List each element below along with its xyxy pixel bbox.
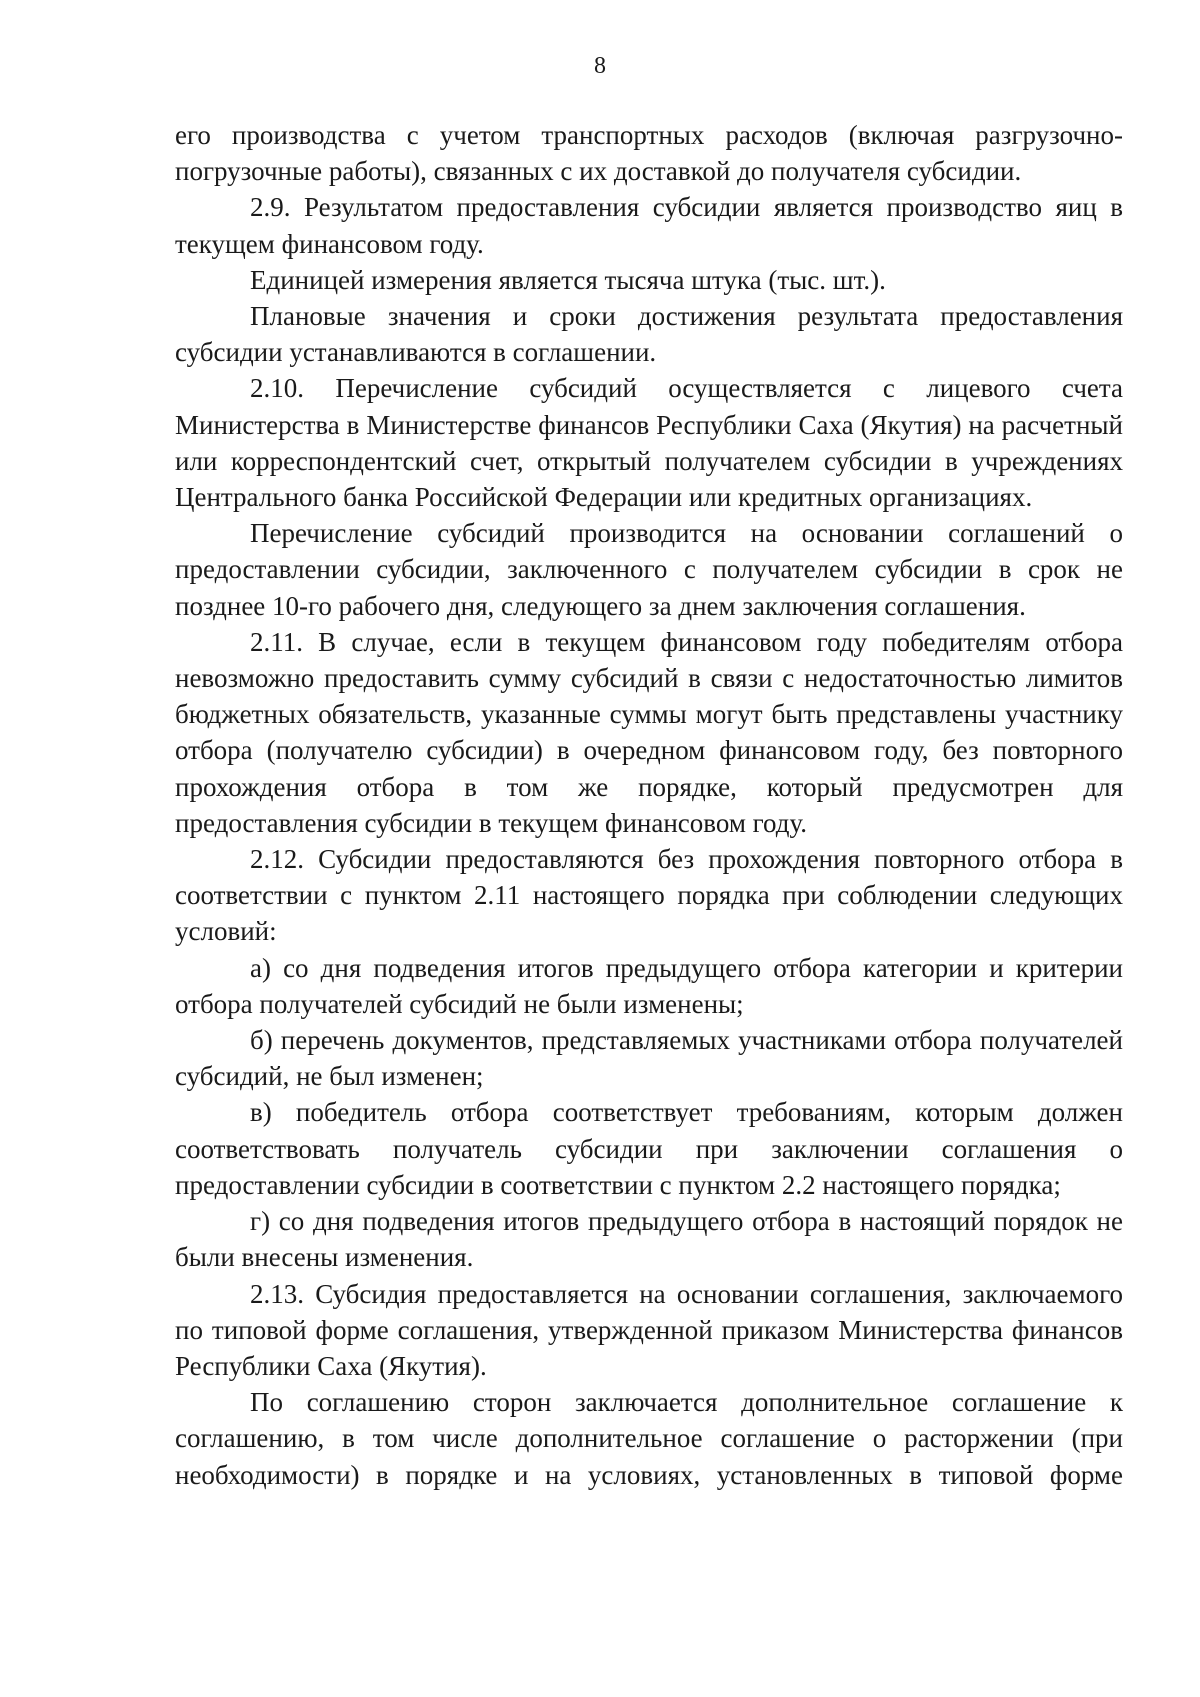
paragraph-2-11: 2.11. В случае, если в текущем финансовом году победителям отбора невозможно предоставить сумму субсидий в связи с недостаточностью лимитов бюджетных обязательств, указанные суммы могут быть представлены участнику отбора (получателю субсидии) в очередном финансовом году, без повторного прохождения отбора в том же порядке, который предусмотрен для предоставления субсидии в текущем финансовом году. <box>175 626 1123 838</box>
paragraph-2-12: 2.12. Субсидии предоставляются без прохождения повторного отбора в соответствии с пунктом 2.11 настоящего порядка при соблюдении следующих условий: <box>175 844 1123 947</box>
paragraph-2-9: 2.9. Результатом предоставления субсидии является производство яиц в текущем финансовом году. <box>175 192 1123 259</box>
page-number: 8 <box>594 53 606 79</box>
list-item-g: г) со дня подведения итогов предыдущего отбора в настоящий порядок не были внесены изменения. <box>175 1206 1123 1273</box>
list-item-v: в) победитель отбора соответствует требованиям, которым должен соответствовать получатель субсидии при заключении соглашения о предоставлении субсидии в соответствии с пунктом 2.2 настоящего порядка; <box>175 1097 1123 1200</box>
paragraph-2-13: 2.13. Субсидия предоставляется на основании соглашения, заключаемого по типовой форме соглашения, утвержденной приказом Министерства финансов Республики Саха (Якутия). <box>175 1278 1123 1381</box>
list-item-a: а) со дня подведения итогов предыдущего отбора категории и критерии отбора получателей субсидий не были изменены; <box>175 952 1123 1019</box>
paragraph-transfer-basis: Перечисление субсидий производится на основании соглашений о предоставлении субсидии, заключенного с получателем субсидии в срок не позднее 10-го рабочего дня, следующего за днем заключения соглашения. <box>175 518 1123 621</box>
paragraph-additional-agreement: По соглашению сторон заключается дополнительное соглашение к соглашению, в том числе дополнительное соглашение о расторжении (при необходимости) в порядке и на условиях, установленных в типовой форме <box>175 1387 1123 1490</box>
paragraph-2-10: 2.10. Перечисление субсидий осуществляется с лицевого счета Министерства в Министерстве финансов Республики Саха (Якутия) на расчетный или корреспондентский счет, открытый получателем субсидии в учреждениях Центрального банка Российской Федерации или кредитных организациях. <box>175 373 1123 513</box>
paragraph-continuation: его производства с учетом транспортных расходов (включая разгрузочно-погрузочные работы), связанных с их доставкой до получателя субсидии. <box>175 120 1123 187</box>
paragraph-planned-values: Плановые значения и сроки достижения результата предоставления субсидии устанавливаются в соглашении. <box>175 301 1123 368</box>
paragraph-unit-of-measure: Единицей измерения является тысяча штука (тыс. шт.). <box>250 264 886 295</box>
list-item-b: б) перечень документов, представляемых участниками отбора получателей субсидий, не был изменен; <box>175 1025 1123 1092</box>
document-body <box>175 117 1123 1493</box>
